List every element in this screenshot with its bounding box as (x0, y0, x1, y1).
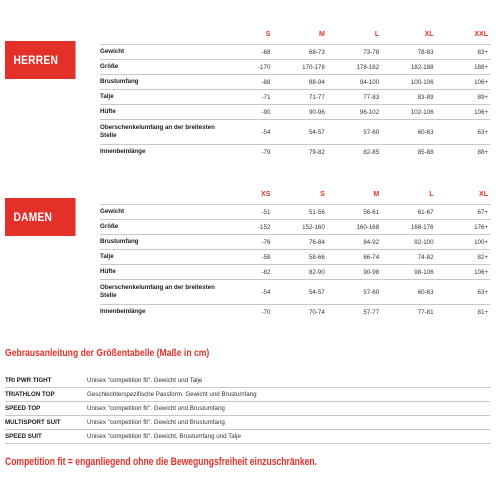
row-label: Brustumfang (100, 235, 218, 250)
damen-col-header: S (320, 190, 325, 198)
herren-col-header: M (318, 30, 325, 38)
row-label: Gewicht (100, 205, 218, 220)
table-row (100, 265, 490, 280)
cell-value: -54 (218, 280, 272, 305)
cell-value: -70 (218, 305, 272, 320)
cell-value: -51 (218, 205, 272, 220)
cell-value: 83-89 (381, 90, 435, 105)
cell-value: 88+ (436, 145, 490, 160)
table-row (100, 45, 490, 60)
cell-value: 82-85 (327, 145, 381, 160)
guide-heading: Gebrausanleitung der Größentabelle (Maße in cm) (5, 347, 210, 359)
cell-value: 176+ (436, 220, 490, 235)
herren-badge: HERREN (5, 41, 76, 79)
guide-note: Unisex "competition fit". Gewicht und Talje (87, 374, 490, 388)
cell-value: 89+ (436, 90, 490, 105)
cell-value: 102-106 (381, 105, 435, 120)
cell-value: -76 (218, 235, 272, 250)
table-row (100, 145, 490, 160)
cell-value: 73-78 (327, 45, 381, 60)
cell-value: 85-88 (381, 145, 435, 160)
cell-value: -90 (218, 105, 272, 120)
cell-value: 71-77 (272, 90, 326, 105)
row-label: Talje (100, 90, 218, 105)
cell-value: 152-160 (272, 220, 326, 235)
row-label: Talje (100, 250, 218, 265)
cell-value: 58-66 (272, 250, 326, 265)
cell-value: -58 (218, 250, 272, 265)
guide-row (5, 402, 490, 416)
row-label: Innenbeinlänge (100, 305, 218, 320)
guide-row (5, 374, 490, 388)
header-spacer (100, 188, 218, 205)
cell-value: 83+ (436, 45, 490, 60)
cell-value: -152 (218, 220, 272, 235)
cell-value: -79 (218, 145, 272, 160)
guide-row (5, 430, 490, 444)
table-row (100, 205, 490, 220)
cell-value: 54-57 (272, 280, 326, 305)
cell-value: 106+ (436, 265, 490, 280)
guide-product: MULTISPORT SUIT (5, 416, 87, 430)
cell-value: 78-83 (381, 45, 435, 60)
cell-value: -88 (218, 75, 272, 90)
herren-col-header: XXL (474, 30, 488, 38)
table-row (100, 235, 490, 250)
damen-col-header: XS (261, 190, 271, 198)
guide-note: Geschlechterspezifische Passform. Gewicht und Brustumfang (87, 388, 490, 402)
cell-value: 188+ (436, 60, 490, 75)
table-row (100, 60, 490, 75)
cell-value: 178-182 (327, 60, 381, 75)
cell-value: 94-100 (327, 75, 381, 90)
damen-col-header: XL (479, 190, 488, 198)
damen-size-table (100, 188, 490, 319)
row-label: Oberschenkelumfang an der breitesten Stelle (100, 120, 218, 145)
cell-value: 74-82 (381, 250, 435, 265)
cell-value: 61-67 (381, 205, 435, 220)
competition-fit-note: Competition fit = enganliegend ohne die Bewegungsfreiheit einzuschränken. (5, 456, 318, 468)
row-label: Brustumfang (100, 75, 218, 90)
table-row (100, 305, 490, 320)
cell-value: 56-61 (327, 205, 381, 220)
cell-value: 170-178 (272, 60, 326, 75)
guide-product: TRI PWR TIGHT (5, 374, 87, 388)
cell-value: -54 (218, 120, 272, 145)
cell-value: 60-63 (381, 280, 435, 305)
cell-value: 98-106 (381, 265, 435, 280)
cell-value: 160-168 (327, 220, 381, 235)
cell-value: 60-63 (381, 120, 435, 145)
cell-value: 63+ (436, 280, 490, 305)
herren-col-header: S (265, 30, 271, 38)
herren-header-row (100, 28, 490, 45)
row-label: Innenbeinlänge (100, 145, 218, 160)
cell-value: -71 (218, 90, 272, 105)
cell-value: 82-90 (272, 265, 326, 280)
row-label: Größe (100, 60, 218, 75)
cell-value: 54-57 (272, 120, 326, 145)
cell-value: 90-98 (327, 265, 381, 280)
cell-value: 92-100 (381, 235, 435, 250)
guide-note: Unisex "competition fit". Gewicht und Brustumfang (87, 416, 490, 430)
cell-value: 63+ (436, 120, 490, 145)
cell-value: -170 (218, 60, 272, 75)
table-row (100, 220, 490, 235)
cell-value: 57-60 (327, 120, 381, 145)
cell-value: 182-188 (381, 60, 435, 75)
damen-header-row (100, 188, 490, 205)
cell-value: 84-92 (327, 235, 381, 250)
herren-col-header: XL (424, 30, 434, 38)
cell-value: 90-96 (272, 105, 326, 120)
cell-value: 67+ (436, 205, 490, 220)
cell-value: -68 (218, 45, 272, 60)
table-row (100, 250, 490, 265)
cell-value: -82 (218, 265, 272, 280)
cell-value: 70-74 (272, 305, 326, 320)
row-label: Gewicht (100, 45, 218, 60)
cell-value: 77-83 (327, 90, 381, 105)
guide-table (5, 374, 490, 444)
guide-note: Unisex "competition fit". Gewicht und Brustumfang (87, 402, 490, 416)
guide-note: Unisex "competition fit". Gewicht, Brustumfang und Talje (87, 430, 490, 444)
table-row (100, 75, 490, 90)
row-label: Oberschenkelumfang an der breitesten Stelle (100, 280, 218, 305)
cell-value: 79-82 (272, 145, 326, 160)
guide-product: SPEED TOP (5, 402, 87, 416)
cell-value: 100-106 (381, 75, 435, 90)
damen-col-header: L (429, 190, 434, 198)
damen-badge: DAMEN (5, 198, 76, 236)
herren-col-header: L (374, 30, 380, 38)
table-row (100, 280, 490, 305)
row-label: Hüfte (100, 105, 218, 120)
cell-value: 100+ (436, 235, 490, 250)
herren-size-table (100, 28, 490, 159)
cell-value: 66-74 (327, 250, 381, 265)
guide-product: SPEED SUIT (5, 430, 87, 444)
cell-value: 76-84 (272, 235, 326, 250)
guide-row (5, 388, 490, 402)
cell-value: 106+ (436, 75, 490, 90)
cell-value: 77-81 (381, 305, 435, 320)
cell-value: 88-94 (272, 75, 326, 90)
header-spacer (100, 28, 218, 45)
table-row (100, 90, 490, 105)
cell-value: 106+ (436, 105, 490, 120)
cell-value: 57-77 (327, 305, 381, 320)
row-label: Hüfte (100, 265, 218, 280)
cell-value: 57-60 (327, 280, 381, 305)
cell-value: 96-102 (327, 105, 381, 120)
table-row (100, 105, 490, 120)
guide-row (5, 416, 490, 430)
guide-product: TRIATHLON TOP (5, 388, 87, 402)
cell-value: 68-73 (272, 45, 326, 60)
cell-value: 81+ (436, 305, 490, 320)
cell-value: 82+ (436, 250, 490, 265)
table-row (100, 120, 490, 145)
damen-col-header: M (373, 190, 380, 198)
cell-value: 168-176 (381, 220, 435, 235)
row-label: Größe (100, 220, 218, 235)
cell-value: 51-56 (272, 205, 326, 220)
